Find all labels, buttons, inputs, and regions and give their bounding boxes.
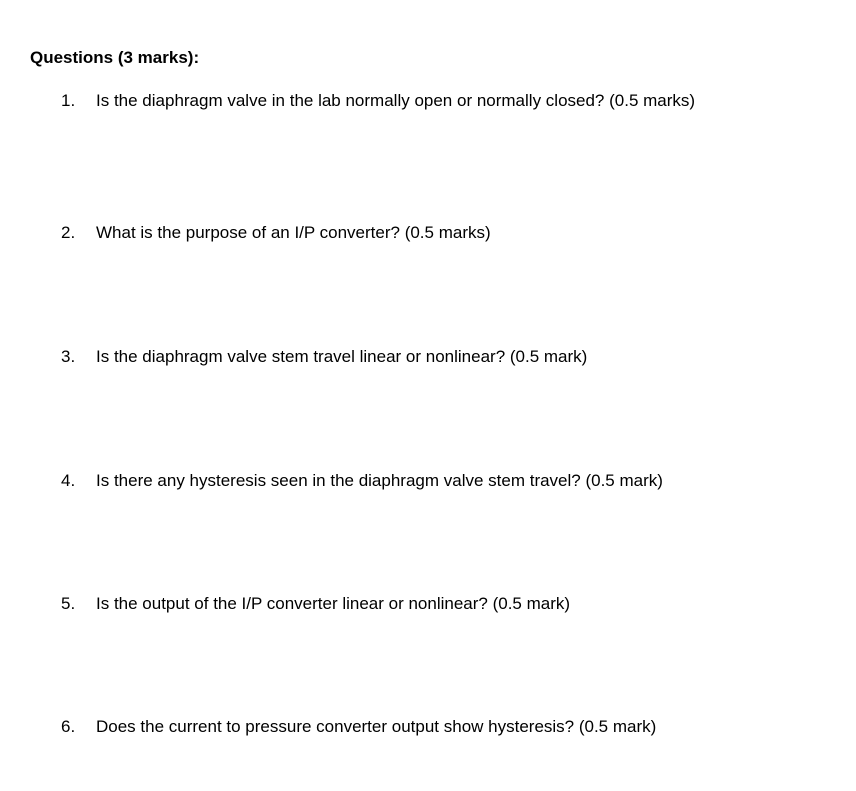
question-number: 1. <box>61 91 76 110</box>
question-text: What is the purpose of an I/P converter? (0.5 marks) <box>96 223 491 242</box>
question-text: Is the diaphragm valve in the lab normally open or normally closed? (0.5 marks) <box>96 91 696 110</box>
question-number: 3. <box>61 347 76 366</box>
question-6 <box>61 716 656 738</box>
questions-heading: Questions (3 marks): <box>30 48 200 67</box>
question-3 <box>61 346 587 368</box>
question-4 <box>61 470 663 492</box>
question-number: 5. <box>61 594 76 613</box>
question-text: Is the output of the I/P converter linear or nonlinear? (0.5 mark) <box>96 594 571 613</box>
question-2 <box>61 222 491 244</box>
question-text: Is the diaphragm valve stem travel linear or nonlinear? (0.5 mark) <box>96 347 588 366</box>
question-text: Is there any hysteresis seen in the diaphragm valve stem travel? (0.5 mark) <box>96 471 663 490</box>
question-5 <box>61 593 570 615</box>
question-number: 4. <box>61 471 76 490</box>
question-1 <box>61 90 695 112</box>
question-text: Does the current to pressure converter output show hysteresis? (0.5 mark) <box>96 717 657 736</box>
question-number: 2. <box>61 223 76 242</box>
question-number: 6. <box>61 717 76 736</box>
